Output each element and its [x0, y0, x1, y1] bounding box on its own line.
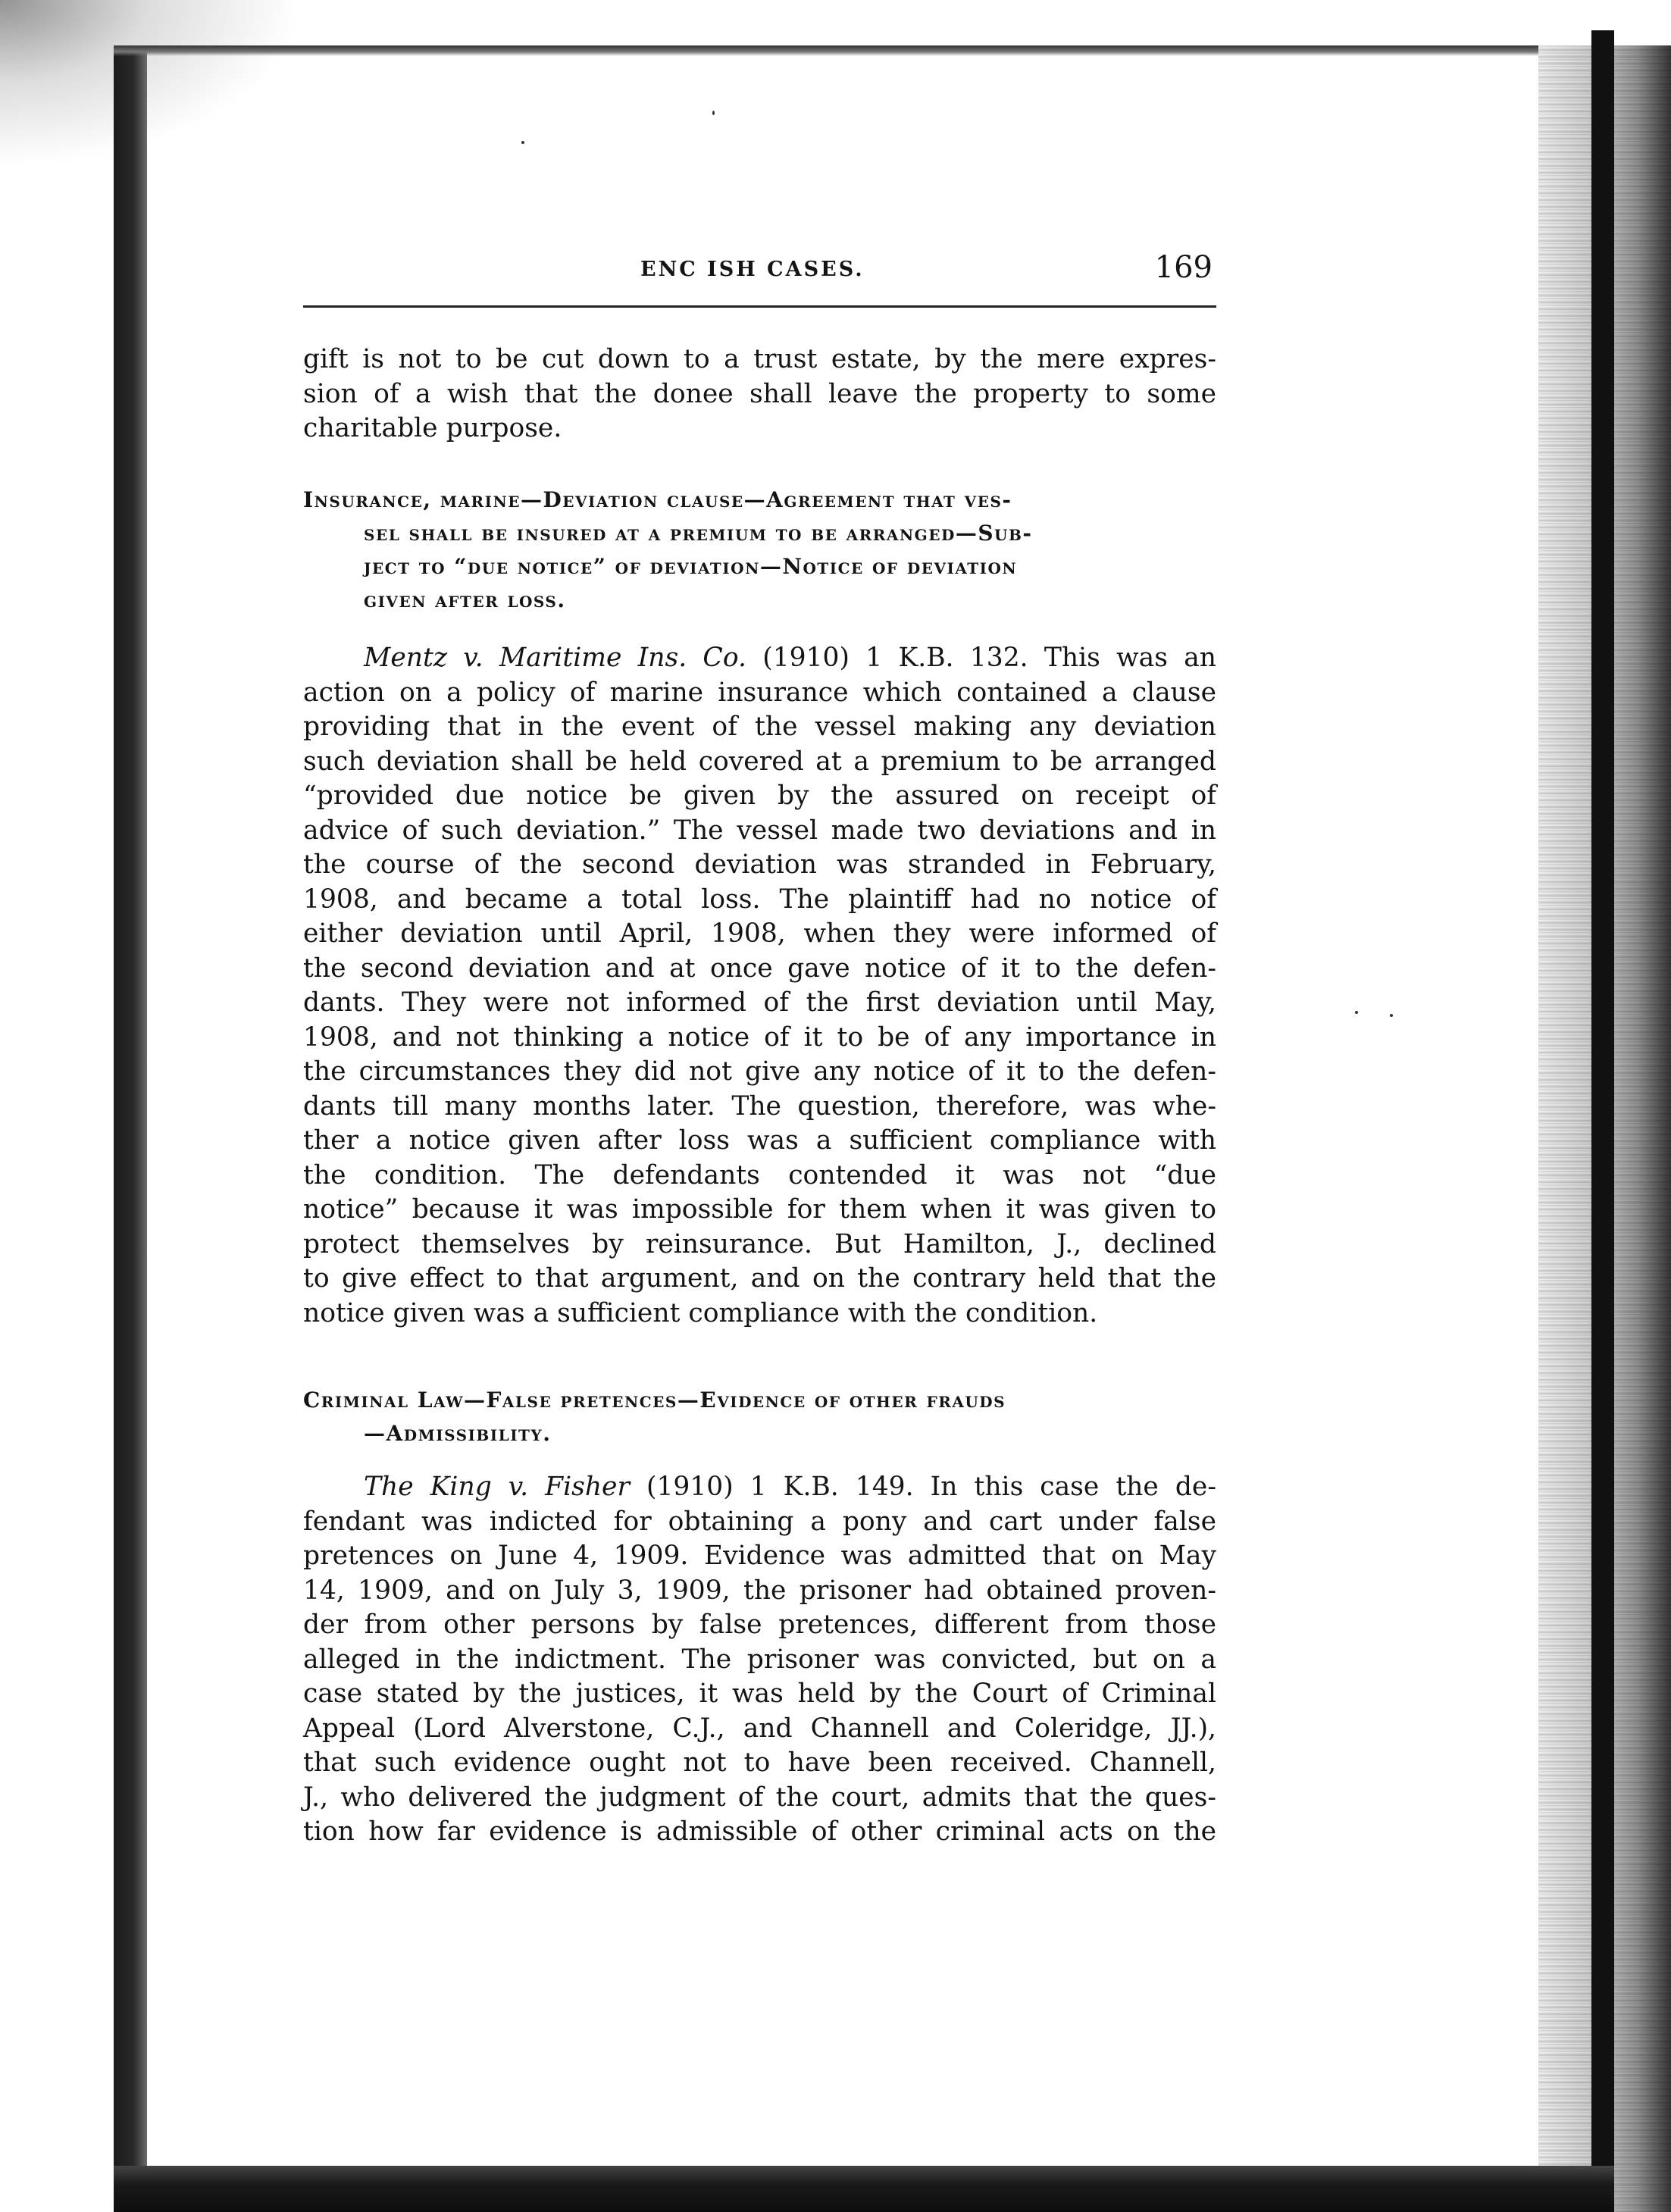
scan-right-border — [1591, 30, 1614, 2212]
text-line: 14, 1909, and on July 3, 1909, the prisoner had obtained proven- — [303, 1575, 1216, 1606]
running-title: ENC ISH CASES. — [640, 258, 865, 281]
text-line: gift is not to be cut down to a trust estate, by the mere expres- — [303, 344, 1216, 374]
case-citation: (1910) 1 K.B. 132. — [762, 643, 1028, 673]
heading-line: Criminal Law—False pretences—Evidence of other frauds — [303, 1388, 1006, 1413]
speck — [1390, 1014, 1393, 1017]
running-head — [303, 250, 1216, 296]
case-first-line — [303, 641, 1216, 676]
text-line: dants. They were not informed of the first deviation until May, — [303, 987, 1216, 1018]
case-first-line — [303, 1470, 1216, 1505]
case-citation: (1910) 1 K.B. 149. — [646, 1472, 914, 1502]
case-mentz — [303, 641, 1216, 1331]
text-line: der from other persons by false pretences, different from those — [303, 1610, 1216, 1640]
text-line: alleged in the indictment. The prisoner was convicted, but on a — [303, 1644, 1216, 1675]
text-line: tion how far evidence is admissible of other criminal acts on the — [303, 1816, 1216, 1847]
text-line: “provided due notice be given by the assured on receipt of — [303, 781, 1216, 811]
header-rule — [303, 305, 1216, 308]
speck — [712, 111, 715, 115]
section-heading-insurance — [303, 483, 1216, 617]
text-line: case stated by the justices, it was held by the Court of Criminal — [303, 1679, 1216, 1709]
case-first-line-text: This was an — [1044, 643, 1217, 673]
case-name: The King v. Fisher — [364, 1472, 630, 1502]
text-line: sion of a wish that the donee shall leave the property to some — [303, 378, 1216, 409]
text-line: the condition. The defendants contended it was not “due — [303, 1159, 1216, 1190]
text-line: to give effect to that argument, and on the contrary held that the — [303, 1263, 1216, 1294]
case-fisher — [303, 1470, 1216, 1850]
heading-line: Insurance, marine—Deviation clause—Agreement that ves- — [303, 487, 1012, 512]
speck — [521, 141, 524, 144]
text-line: dants till many months later. The question, therefore, was whe- — [303, 1090, 1216, 1122]
text-line: either deviation until April, 1908, when they were informed of — [303, 918, 1216, 949]
heading-line: —Admissibility. — [364, 1421, 552, 1446]
heading-line: ject to “due notice” of deviation—Notice of deviation — [364, 554, 1018, 579]
speck — [1355, 1011, 1358, 1014]
text-line: providing that in the event of the vessel making any deviation — [303, 712, 1216, 742]
paragraph-intro — [303, 343, 1216, 446]
case-name: Mentz v. Maritime Ins. Co. — [364, 643, 746, 673]
text-line: ther a notice given after loss was a sufficient compliance with — [303, 1125, 1216, 1156]
text-line: 1908, and became a total loss. The plaintiff had no notice of — [303, 884, 1216, 915]
text-line: charitable purpose. — [303, 413, 562, 443]
text-line: protect themselves by reinsurance. But Hamilton, J., declined — [303, 1228, 1216, 1259]
text-line: fendant was indicted for obtaining a pony and cart under false — [303, 1506, 1216, 1537]
section-heading-criminal — [303, 1384, 1216, 1450]
text-line: advice of such deviation.” The vessel made two deviations and in — [303, 815, 1216, 846]
text-line: the second deviation and at once gave notice of it to the defen- — [303, 953, 1216, 984]
text-line: notice” because it was impossible for them when it was given to — [303, 1194, 1216, 1225]
text-line: notice given was a sufficient compliance with the condition. — [303, 1297, 1098, 1328]
text-line: pretences on June 4, 1909. Evidence was admitted that on May — [303, 1541, 1216, 1571]
text-line: that such evidence ought not to have been received. Channell, — [303, 1747, 1216, 1778]
text-line: the course of the second deviation was stranded in February, — [303, 849, 1216, 880]
case-first-line-text: In this case the de- — [930, 1472, 1216, 1502]
scan-shadow-corner — [0, 0, 303, 167]
heading-line: given after loss. — [364, 587, 566, 612]
text-line: Appeal (Lord Alverstone, C.J., and Channell and Coleridge, JJ.), — [303, 1713, 1216, 1744]
text-line: 1908, and not thinking a notice of it to be of any importance in — [303, 1022, 1216, 1053]
text-line: J., who delivered the judgment of the court, admits that the ques- — [303, 1782, 1216, 1813]
page-number: 169 — [1154, 250, 1213, 285]
text-line: action on a policy of marine insurance which contained a clause — [303, 677, 1216, 708]
page-top-edge — [114, 45, 1584, 56]
text-line: such deviation shall be held covered at a premium to be arranged — [303, 746, 1216, 777]
heading-line: sel shall be insured at a premium to be arranged—Sub- — [364, 521, 1033, 546]
book-spine-shadow — [114, 45, 147, 2167]
scan-bottom-border — [114, 2166, 1614, 2212]
text-line: the circumstances they did not give any notice of it to the defen- — [303, 1056, 1216, 1087]
